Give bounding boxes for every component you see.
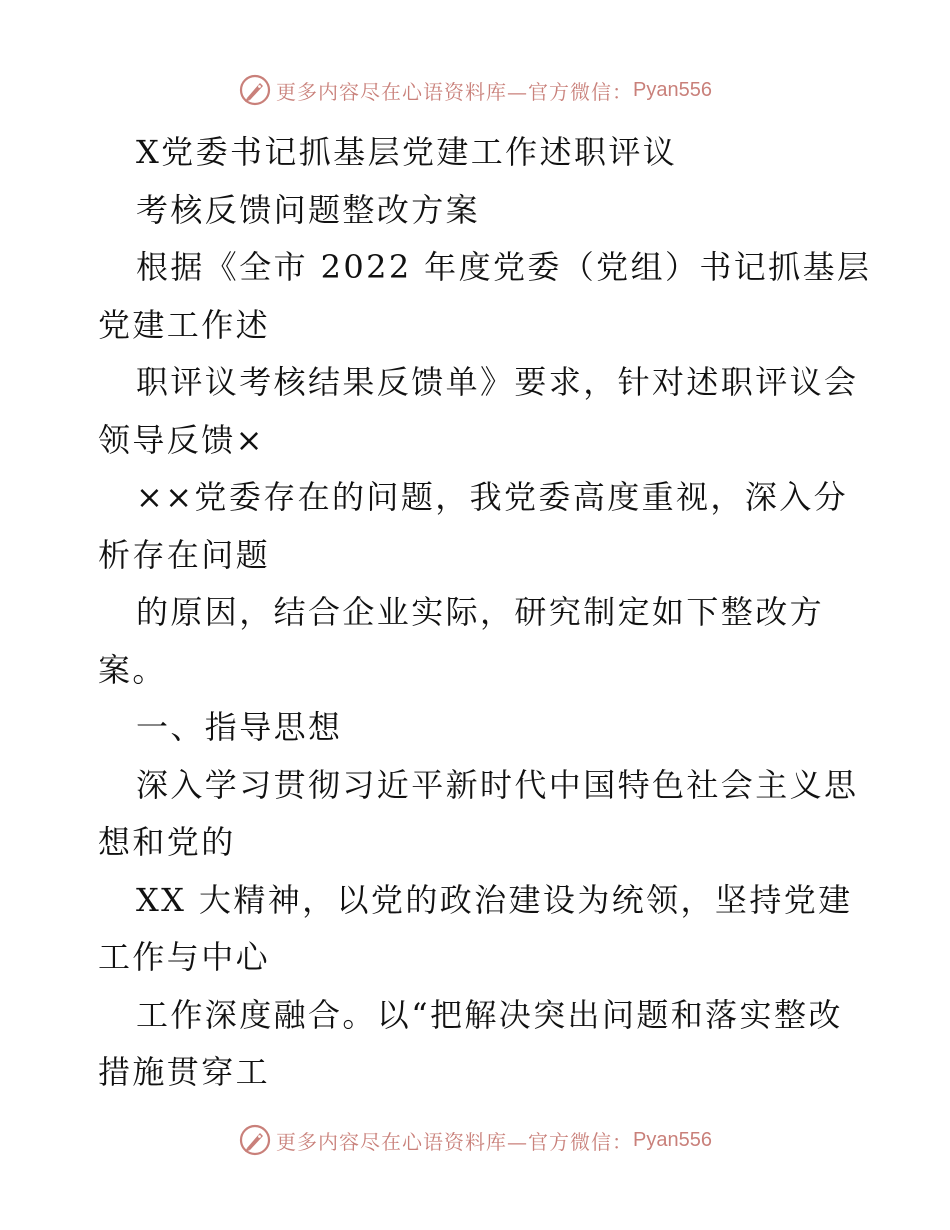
paragraph-line: ××党委存在的问题，我党委高度重视，深入分 <box>136 478 849 516</box>
paragraph-line: 析存在问题 <box>98 535 271 574</box>
watermark-banner-top <box>0 70 950 110</box>
document-body <box>98 124 872 1102</box>
paragraph-line: 领导反馈× <box>98 420 265 459</box>
paragraph-line: 深入学习贯彻习近平新时代中国特色社会主义思 <box>136 765 859 804</box>
doc-title-line-2: 考核反馈问题整改方案 <box>136 190 481 229</box>
paragraph-line: 的原因，结合企业实际，研究制定如下整改方 <box>136 593 825 631</box>
watermark-wechat-id: Pyan556 <box>633 78 712 101</box>
paragraph-line: 根据《全市 2022 年度党委（党组）书记抓基层 <box>136 248 872 286</box>
paragraph-line: 职评议考核结果反馈单》要求，针对述职评议会 <box>136 363 859 401</box>
pen-nib-logo-icon <box>238 73 272 107</box>
paragraph-line: 党建工作述 <box>98 305 271 344</box>
paragraph-line: XX 大精神，以党的政治建设为统领，坚持党建 <box>136 880 853 919</box>
doc-title-line-1: X党委书记抓基层党建工作述职评议 <box>136 133 678 171</box>
watermark-text: 更多内容尽在心语资料库—官方微信： <box>276 79 634 104</box>
paragraph-line: 措施贯穿工 <box>98 1053 271 1091</box>
paragraph-line: 想和党的 <box>98 823 236 861</box>
paragraph-line: 案。 <box>98 650 167 689</box>
watermark-text: 更多内容尽在心语资料库—官方微信： <box>276 1129 634 1154</box>
watermark-banner-bottom <box>0 1120 950 1160</box>
pen-nib-logo-icon <box>238 1123 272 1157</box>
section-heading: 一、指导思想 <box>136 708 343 746</box>
paragraph-line: 工作深度融合。以“把解决突出问题和落实整改 <box>136 995 843 1034</box>
watermark-wechat-id: Pyan556 <box>633 1128 712 1151</box>
paragraph-line: 工作与中心 <box>98 938 271 976</box>
